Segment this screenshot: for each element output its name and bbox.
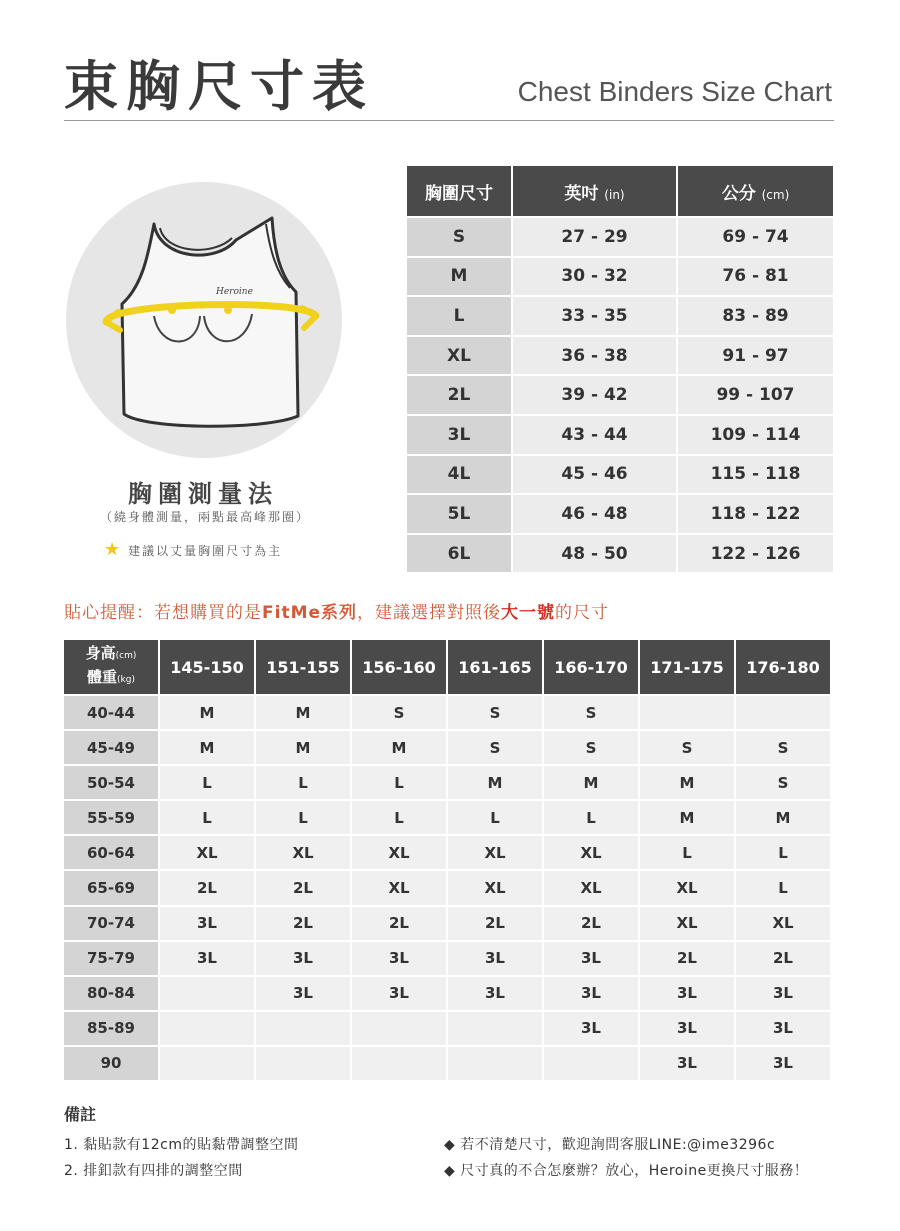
height-header: 166-170 [544,640,638,694]
size-recommendation-cell [736,696,830,729]
size-recommendation-cell: L [736,871,830,904]
size-cell-cm: 76 - 81 [678,258,833,296]
size-cell-cm: 91 - 97 [678,337,833,375]
weight-row [64,696,830,729]
weight-cell: 85-89 [64,1012,158,1045]
size-cell-size: 5L [407,495,511,533]
size-cell-size: M [407,258,511,296]
size-recommendation-cell: 2L [160,871,254,904]
size-cell-cm: 118 - 122 [678,495,833,533]
size-recommendation-cell: XL [352,836,446,869]
size-recommendation-cell: 2L [736,942,830,975]
height-header: 156-160 [352,640,446,694]
size-cell-inch: 27 - 29 [513,218,676,256]
weight-cell: 90 [64,1047,158,1080]
weight-cell: 40-44 [64,696,158,729]
size-cell-size: 4L [407,456,511,494]
size-recommendation-cell [448,1047,542,1080]
note-left-2: 2. 排釦款有四排的調整空間 [64,1163,243,1179]
size-cell-size: 2L [407,376,511,414]
weight-row [64,977,830,1010]
note-right-2: ◆ 尺寸真的不合怎麼辦？放心，Heroine更換尺寸服務！ [444,1163,809,1179]
fitme-tip: 貼心提醒：若想購買的是FitMe系列，建議選擇對照後大一號的尺寸 [64,603,610,623]
size-cell-cm: 99 - 107 [678,376,833,414]
height-header: 171-175 [640,640,734,694]
weight-row [64,731,830,764]
size-recommendation-cell: M [256,696,350,729]
size-recommendation-cell: XL [448,871,542,904]
size-recommendation-cell: 3L [640,1047,734,1080]
size-recommendation-cell: S [640,731,734,764]
height-header: 176-180 [736,640,830,694]
weight-row [64,871,830,904]
size-recommendation-cell: S [448,731,542,764]
size-recommendation-cell [160,1047,254,1080]
size-cell-cm: 69 - 74 [678,218,833,256]
size-recommendation-cell: M [640,801,734,834]
weight-row [64,1047,830,1080]
note-left-1: 1. 黏貼款有12cm的貼黏帶調整空間 [64,1137,299,1153]
size-recommendation-cell: 2L [256,871,350,904]
size-recommendation-cell: M [160,696,254,729]
size-row [407,456,833,494]
size-recommendation-cell: S [544,696,638,729]
notes-title: 備註 [64,1105,97,1124]
weight-cell: 80-84 [64,977,158,1010]
size-recommendation-cell: 2L [352,907,446,940]
weight-cell: 75-79 [64,942,158,975]
size-recommendation-cell: XL [160,836,254,869]
size-cell-inch: 36 - 38 [513,337,676,375]
size-row [407,297,833,335]
size-cell-inch: 45 - 46 [513,456,676,494]
size-recommendation-cell: XL [448,836,542,869]
size-recommendation-cell: 2L [640,942,734,975]
height-header: 145-150 [160,640,254,694]
size-recommendation-cell: XL [640,871,734,904]
size-cell-cm: 109 - 114 [678,416,833,454]
size-recommendation-cell: L [448,801,542,834]
size-cell-size: S [407,218,511,256]
size-recommendation-cell: L [256,766,350,799]
size-recommendation-cell: L [160,801,254,834]
size-header: 胸圍尺寸 [407,166,511,216]
brand-mark: Heroine [216,287,253,297]
size-recommendation-cell: S [352,696,446,729]
size-recommendation-cell: S [448,696,542,729]
size-recommendation-cell: 3L [544,942,638,975]
size-recommendation-cell: S [736,731,830,764]
star-icon: ★ [104,539,123,560]
size-recommendation-cell: M [544,766,638,799]
size-recommendation-cell: 3L [160,907,254,940]
height-header: 161-165 [448,640,542,694]
size-recommendation-cell: XL [640,907,734,940]
weight-row [64,766,830,799]
chest-measure-illustration [66,180,346,460]
height-header: 151-155 [256,640,350,694]
size-recommendation-cell: M [448,766,542,799]
chest-size-table [405,164,835,574]
size-recommendation-cell [352,1047,446,1080]
weight-cell: 45-49 [64,731,158,764]
size-recommendation-cell: L [736,836,830,869]
size-recommendation-cell: S [544,731,638,764]
size-recommendation-cell: L [160,766,254,799]
size-cell-inch: 39 - 42 [513,376,676,414]
height-weight-table [62,638,832,1082]
size-row [407,218,833,256]
size-recommendation-cell: XL [352,871,446,904]
size-recommendation-cell: L [544,801,638,834]
size-recommendation-cell [640,696,734,729]
size-cell-inch: 46 - 48 [513,495,676,533]
cm-header: 公分 (cm) [678,166,833,216]
weight-cell: 55-59 [64,801,158,834]
size-recommendation-cell [256,1047,350,1080]
size-row [407,258,833,296]
size-recommendation-cell: 2L [448,907,542,940]
size-recommendation-cell [448,1012,542,1045]
measure-method-title: 胸圍測量法 [128,480,278,508]
weight-row [64,1012,830,1045]
size-cell-size: 6L [407,535,511,573]
size-recommendation-cell: XL [736,907,830,940]
size-recommendation-cell [160,977,254,1010]
size-recommendation-cell: 3L [352,942,446,975]
size-recommendation-cell: 3L [256,942,350,975]
weight-row [64,907,830,940]
weight-cell: 60-64 [64,836,158,869]
weight-cell: 50-54 [64,766,158,799]
size-recommendation-cell: 3L [736,1012,830,1045]
size-recommendation-cell: M [640,766,734,799]
size-recommendation-cell [352,1012,446,1045]
size-recommendation-cell: XL [256,836,350,869]
size-recommendation-cell: M [352,731,446,764]
measure-method-subtitle: （繞身體測量，兩點最高峰那圈） [99,510,310,524]
size-recommendation-cell [544,1047,638,1080]
size-recommendation-cell: 2L [544,907,638,940]
size-recommendation-cell: XL [544,871,638,904]
size-recommendation-cell: L [640,836,734,869]
size-recommendation-cell: S [736,766,830,799]
weight-row [64,801,830,834]
size-recommendation-cell: L [256,801,350,834]
size-recommendation-cell: 3L [256,977,350,1010]
size-recommendation-cell: 3L [352,977,446,1010]
weight-row [64,836,830,869]
size-cell-cm: 115 - 118 [678,456,833,494]
size-cell-inch: 33 - 35 [513,297,676,335]
size-cell-inch: 48 - 50 [513,535,676,573]
size-recommendation-cell: XL [544,836,638,869]
size-recommendation-cell: 3L [544,977,638,1010]
size-cell-cm: 83 - 89 [678,297,833,335]
size-cell-inch: 30 - 32 [513,258,676,296]
size-row [407,535,833,573]
size-recommendation-cell: 3L [640,977,734,1010]
size-recommendation-cell [160,1012,254,1045]
size-recommendation-cell: M [160,731,254,764]
size-recommendation-cell: 3L [448,977,542,1010]
weight-row [64,942,830,975]
page-subtitle: Chest Binders Size Chart [517,76,832,107]
size-recommendation-cell: L [352,766,446,799]
size-recommendation-cell: 3L [448,942,542,975]
note-right-1: ◆ 若不清楚尺寸，歡迎詢問客服LINE:@ime3296c [444,1137,776,1153]
page-title: 束胸尺寸表 [64,55,374,118]
size-recommendation-cell: 3L [736,1047,830,1080]
size-recommendation-cell: M [736,801,830,834]
size-recommendation-cell: M [256,731,350,764]
title-divider [64,120,834,121]
size-recommendation-cell: 3L [544,1012,638,1045]
measure-tip [104,541,282,559]
size-row [407,495,833,533]
size-row [407,376,833,414]
corner-header: 身高(cm) 體重(kg) [64,640,158,694]
measure-tip-text: 建議以丈量胸圍尺寸為主 [128,543,283,558]
size-recommendation-cell: 3L [640,1012,734,1045]
size-cell-size: XL [407,337,511,375]
size-cell-size: 3L [407,416,511,454]
size-row [407,416,833,454]
size-recommendation-cell: 3L [736,977,830,1010]
size-row [407,337,833,375]
inch-header: 英吋 (in) [513,166,676,216]
size-recommendation-cell: 3L [160,942,254,975]
size-cell-inch: 43 - 44 [513,416,676,454]
size-cell-cm: 122 - 126 [678,535,833,573]
size-recommendation-cell: L [352,801,446,834]
size-recommendation-cell: 2L [256,907,350,940]
weight-cell: 65-69 [64,871,158,904]
size-cell-size: L [407,297,511,335]
size-recommendation-cell [256,1012,350,1045]
weight-cell: 70-74 [64,907,158,940]
